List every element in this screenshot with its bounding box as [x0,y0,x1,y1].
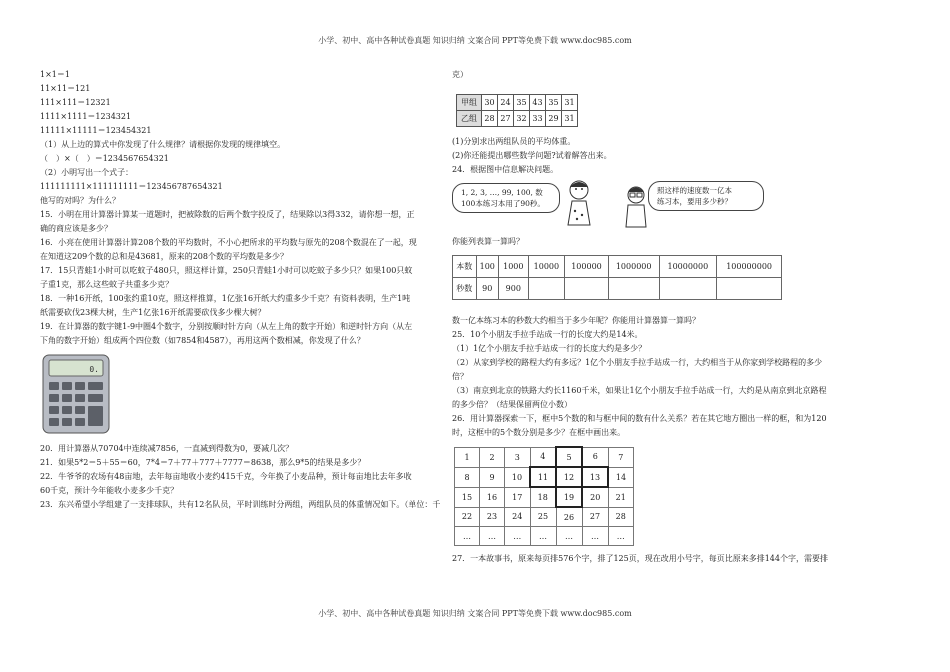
table-row: 甲组 30 24 35 43 35 31 [457,95,578,111]
text-line: 1111×1111＝1234321 [40,112,132,121]
text-line: （2）从家到学校的路程大约有多远？1亿个小朋友手拉手站成一行，大约相当于从你家到学校路程的多少 [452,358,823,367]
grid-cell: 4 [530,447,556,467]
right-column [452,68,872,566]
grid-cell: 7 [608,447,634,467]
text-line: 下角的数字开始）组成两个四位数（如7854和4587），再用这两个数相减，你发现了什么？ [40,336,365,345]
text-line: 17．15只青蛙1小时可以吃蚊子480只，照这样计算，250只青蛙1小时可以吃蚊子多少只？如果100只蚊 [40,266,413,275]
number-grid [454,446,634,546]
grid-cell: 17 [505,487,531,507]
grid-cell: … [530,527,556,546]
grid-cell: 27 [582,507,608,527]
text-line: 时，这框中的5个数分别是多少？在框中画出来。 [452,428,626,437]
grid-cell: … [608,527,634,546]
grid-cell: 14 [608,467,634,487]
grid-cell: … [556,527,582,546]
text-line: 的多少倍？（结果保留两位小数） [452,400,572,409]
grid-cell: 3 [505,447,531,467]
grid-cell: 21 [608,487,634,507]
text-line: （1）1亿个小朋友手拉手站成一行的长度大约是多少？ [452,344,647,353]
question-27: 27．一本故事书，原来每页排576个字，排了125页，现在改用小号字，每页比原来多排144个字，需要排 [452,554,828,563]
grid-cell: 28 [608,507,634,527]
text-line: 纸需要砍伐23棵大树，生产1亿张16开纸需要砍伐多少棵大树？ [40,308,266,317]
speech-bubble-right: 照这样的速度数一亿本 练习本，要用多少秒？ [648,181,764,211]
text-line: 21．如果5*2＝5＋55＝60，7*4＝7＋77＋777＋7777＝8638，那么9*5的结果是多少？ [40,458,366,467]
boy-icon [622,185,650,229]
grid-cell: 23 [480,507,505,527]
grid-row [455,447,634,467]
text-line: 确的商应该是多少？ [40,224,112,233]
grid-row [455,527,634,546]
grid-cell: 13 [582,467,608,487]
text-line: 20．用计算器从70704中连续减7856，一直减到得数为0，要减几次？ [40,444,294,453]
text-line: 23．东兴希望小学组建了一支排球队，共有12名队员，平时训练时分两组，两组队员的体重情况如下。（单位：千 [40,500,441,509]
girl-icon [564,179,594,227]
page-header: 小学、初中、高中各种试卷真题 知识归纳 文案合同 PPT等免费下载 www.doc985.com [318,36,632,45]
grid-cell: 25 [530,507,556,527]
svg-text:0.: 0. [89,365,99,374]
text-line: (1)分别求出两组队员的平均体重。 [452,137,576,146]
text-line: 19．在计算器的数字键1-9中圈4个数字，分别按顺时针方向（从左上角的数字开始）和逆时针方向（从左 [40,322,413,331]
grid-cell: 9 [480,467,505,487]
text-line: 11×11＝121 [40,84,91,93]
grid-cell: 12 [556,467,582,487]
text-line: （2）小明写出一个式子： [40,168,134,177]
text-line: 111×111＝12321 [40,98,111,107]
text-line: 15．小明在用计算器计算某一道题时，把被除数的后两个数字投反了，结果除以3得332，请你想一想，正 [40,210,415,219]
text-line: 在知道这209个数的总和是43681，原来的208个数的平均数是多少？ [40,252,288,261]
table-row: 本数 100 1000 10000 100000 1000000 10000000 100000000 [453,256,782,278]
grid-cell: 1 [455,447,480,467]
text-line: 18．一种16开纸，100张约重10克，照这样推算，1亿张16开纸大约重多少千克？有资料表明，生产1吨 [40,294,411,303]
grid-cell: … [455,527,480,546]
text-line: 子重1克，那么这些蚊子共重多少克？ [40,280,174,289]
speech-bubble-left: 1, 2, 3, …, 99, 100, 数 100本练习本用了90秒。 [452,183,560,213]
grid-cell: 26 [556,507,582,527]
grid-cell: … [505,527,531,546]
table-row: 秒数 90 900 [453,278,782,300]
grid-row [455,487,634,507]
grid-row [455,507,634,527]
text-line: （1）从上边的算式中你发现了什么规律？请根据你发现的规律填空。 [40,140,286,149]
grid-cell: 24 [505,507,531,527]
text-line: 111111111×111111111＝123456787654321 [40,182,223,191]
continued-unit: 克） [452,70,468,79]
left-column [40,68,440,512]
grid-cell: … [480,527,505,546]
grid-cell: 20 [582,487,608,507]
grid-cell: 11 [530,467,556,487]
text-line: 16．小亮在使用计算器计算208个数的平均数时，不小心把所求的平均数与原先的208个数混在了一起，现 [40,238,417,247]
grid-cell: 16 [480,487,505,507]
text-line: （ ）×（ ）＝12345676543​21 [40,154,169,163]
text-line: 1×1＝1 [40,70,70,79]
table-row: 乙组 28 27 32 33 29 31 [457,111,578,127]
grid-row [455,467,634,487]
illustration [452,179,792,231]
text-line: （3）南京到北京的铁路大约长1160千米，如果让1亿个小朋友手拉手站成一行，大约是从南京到北京路程 [452,386,827,395]
text-line: 倍？ [452,372,468,381]
grid-cell: 18 [530,487,556,507]
grid-cell: 6 [582,447,608,467]
grid-cell: 2 [480,447,505,467]
book-count-table [452,255,782,300]
text-line: 数一亿本练习本的秒数大约相当于多少年呢？你能用计算器算一算吗？ [452,316,700,325]
grid-cell: 5 [556,447,582,467]
text-line: 26．用计算器探索一下，框中5个数的和与框中间的数有什么关系？若在其它地方圈出一样的框，和为120 [452,414,827,423]
q24-prompt: 你能列表算一算吗？ [452,237,524,246]
weights-table [456,94,578,127]
calculator-image [42,354,110,434]
grid-cell: 8 [455,467,480,487]
text-line: 11111×11111＝123454321 [40,126,152,135]
grid-cell: 22 [455,507,480,527]
calculator-icon [42,354,110,434]
text-line: (2)你还能提出哪些数学问题?试着解答出来。 [452,151,612,160]
text-line: 25．10个小朋友手拉手站成一行的长度大约是14米。 [452,330,643,339]
text-line: 他写的对吗？为什么？ [40,196,120,205]
text-line: 60千克，预计今年能收小麦多少千克？ [40,486,179,495]
grid-cell: 10 [505,467,531,487]
grid-cell: 15 [455,487,480,507]
text-line: 22．牛爷爷的农场有48亩地，去年每亩地收小麦约415千克，今年换了小麦品种，预计每亩地比去年多收 [40,472,412,481]
text-line: 24．根据图中信息解决问题。 [452,165,559,174]
page-footer: 小学、初中、高中各种试卷真题 知识归纳 文案合同 PPT等免费下载 www.doc985.com [318,609,632,618]
grid-cell: … [582,527,608,546]
grid-cell: 19 [556,487,582,507]
